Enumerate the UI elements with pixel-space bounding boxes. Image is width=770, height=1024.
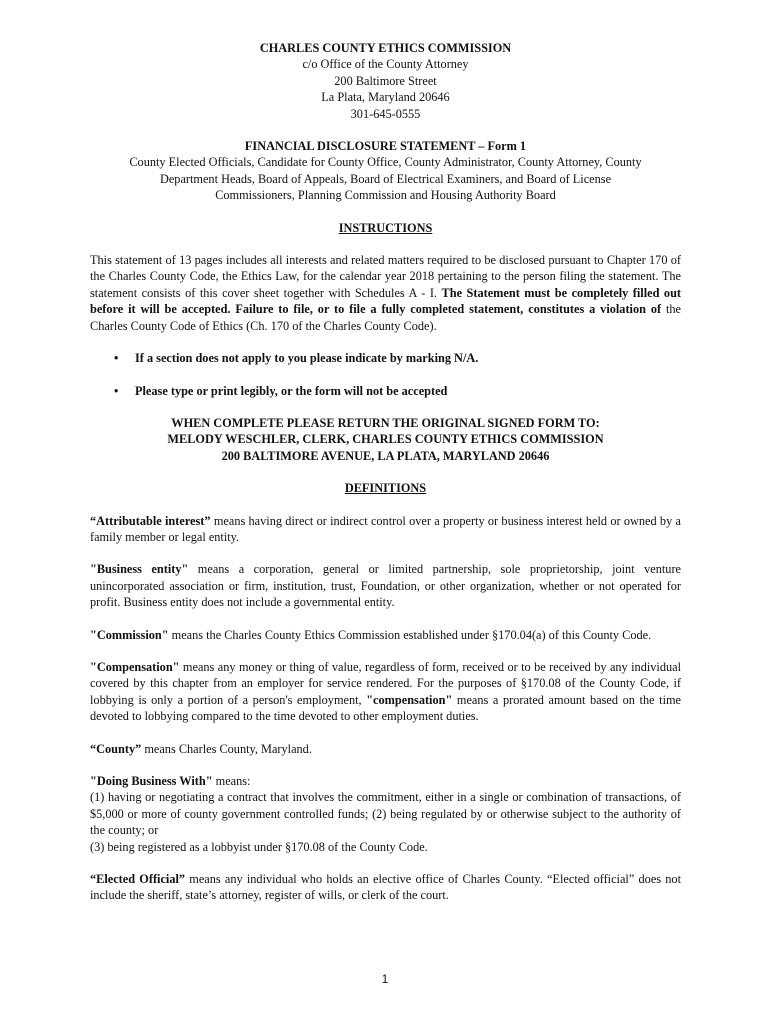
bullet-legible: • Please type or print legibly, or the form will not be accepted xyxy=(90,383,681,399)
definition-attributable-interest: “Attributable interest” means having direct or indirect control over a property or business interest held or owned by a family member or legal entity. xyxy=(90,513,681,544)
return-line-2: MELODY WESCHLER, CLERK, CHARLES COUNTY ETHICS COMMISSION xyxy=(167,432,604,447)
applies-to-line-3: Commissioners, Planning Commission and Housing Authority Board xyxy=(215,188,556,203)
instructions-bullets xyxy=(90,350,681,399)
definitions-heading: DEFINITIONS xyxy=(344,481,427,496)
definition-county: “County” means Charles County, Maryland. xyxy=(90,741,312,756)
commission-name: CHARLES COUNTY ETHICS COMMISSION xyxy=(259,41,512,55)
definition-commission: "Commission" means the Charles County Ethics Commission established under §170.04(a) of this County Code. xyxy=(90,627,652,642)
definition-elected-official: “Elected Official” means any individual who holds an elective office of Charles County. “Elected official” does not include the sheriff, state’s attorney, register of wills, or clerk of the court. xyxy=(90,872,681,903)
definition-business-entity: "Business entity" means a corporation, general or limited partnership, sole proprietorship, joint venture unincorporated association or firm, institution, trust, Foundation, or other organization, whether or not operated for profit. Business entity does not include a governmental entity. xyxy=(90,562,681,610)
address-line-3: La Plata, Maryland 20646 xyxy=(321,90,450,105)
form-title: FINANCIAL DISCLOSURE STATEMENT – Form 1 xyxy=(244,139,527,154)
bullet-na: • If a section does not apply to you please indicate by marking N/A. xyxy=(90,350,681,366)
doing-business-item-3: (3) being registered as a lobbyist under §170.08 of the County Code. xyxy=(90,839,428,854)
address-line-2: 200 Baltimore Street xyxy=(334,73,437,88)
document-page xyxy=(90,40,681,904)
instructions-paragraph: This statement of 13 pages includes all interests and related matters required to be disclosed pursuant to Chapter 170 of the Charles County Code, the Ethics Law, for the calendar year 2018 pertaining to the person filing the statement. The statement consists of this cover sheet together with Schedules A - I. The Statement must be completely filled out before it will be accepted. Failure to file, or to file a fully completed statement, constitutes a violation of the Charles County Code of Ethics (Ch. 170 of the Charles County Code). xyxy=(90,253,681,333)
instructions-heading: INSTRUCTIONS xyxy=(338,220,433,235)
return-line-3: 200 BALTIMORE AVENUE, LA PLATA, MARYLAND 20646 xyxy=(221,448,550,463)
page-number: 1 xyxy=(381,972,389,986)
phone-number: 301-645-0555 xyxy=(350,106,421,121)
definition-doing-business-with: "Doing Business With" means: xyxy=(90,774,251,788)
applies-to-line-1: County Elected Officials, Candidate for County Office, County Administrator, County Attorney, County xyxy=(129,155,642,170)
definition-compensation: "Compensation" means any money or thing of value, regardless of form, received or to be received by any individual covered by this chapter from an employer for service rendered. For the purposes of §170.08 of the County Code, if lobbying is only a portion of a person's employment, "compensation" means a prorated amount based on the time devoted to lobbying compared to the time devoted to other employment duties. xyxy=(90,659,682,724)
address-line-1: c/o Office of the County Attorney xyxy=(302,57,469,72)
doing-business-item-1-2: (1) having or negotiating a contract that involves the commitment, either in a single or combination of transactions, of $5,000 or more of county government controlled funds; (2) being regulated by or otherwise subject to the authority of the county; or xyxy=(90,790,681,838)
return-line-1: WHEN COMPLETE PLEASE RETURN THE ORIGINAL SIGNED FORM TO: xyxy=(171,415,600,430)
applies-to-line-2: Department Heads, Board of Appeals, Board of Electrical Examiners, and Board of License xyxy=(159,171,612,186)
